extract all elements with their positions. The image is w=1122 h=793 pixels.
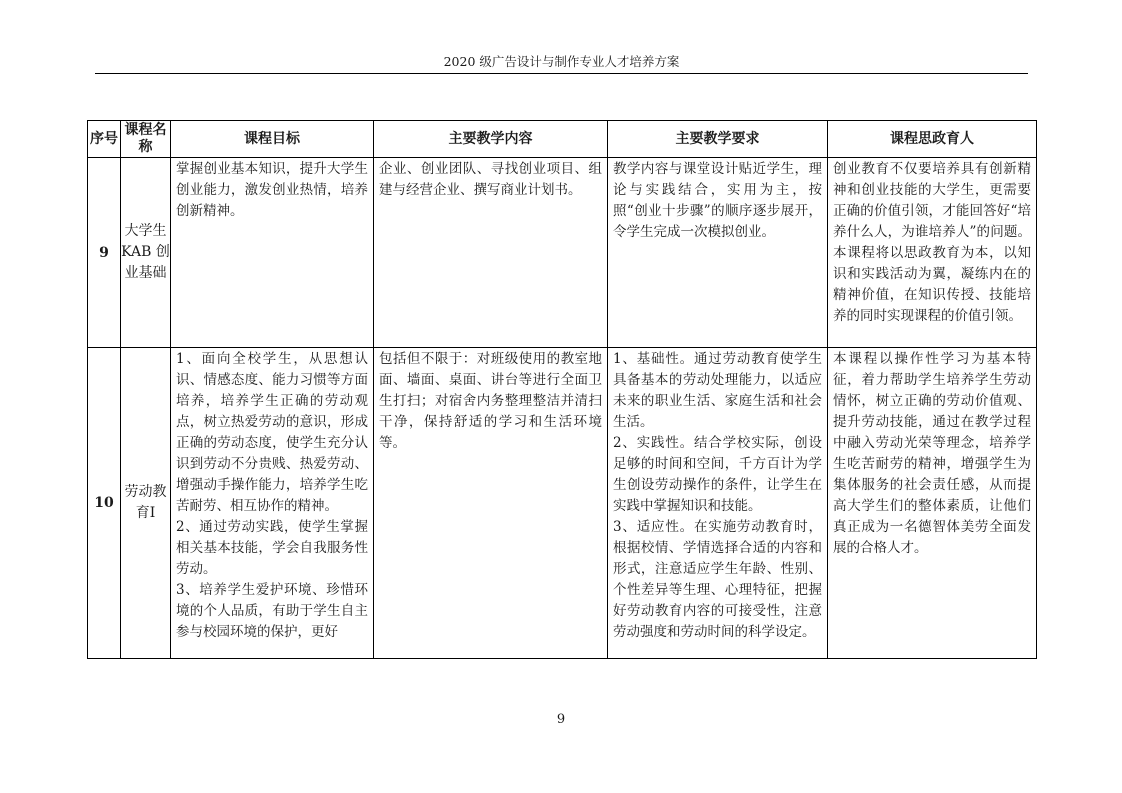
course-requirement-item: 1、基础性。通过劳动教育使学生具备基本的劳动处理能力，以适应未来的职业生活、家庭生活和社会生活。 — [613, 351, 822, 430]
course-content-text: 企业、创业团队、寻找创业项目、组建与经营企业、撰写商业计划书。 — [379, 161, 602, 198]
course-content — [374, 348, 608, 659]
curriculum-table — [87, 120, 1037, 659]
header-requirement: 主要教学要求 — [608, 121, 828, 158]
header-ideology: 课程思政育人 — [828, 121, 1037, 158]
course-ideology — [828, 158, 1037, 348]
document-header: 2020 级广告设计与制作专业人才培养方案 — [443, 54, 680, 69]
header-goal: 课程目标 — [171, 121, 374, 158]
course-requirement — [608, 348, 828, 659]
course-requirement-text: 教学内容与课堂设计贴近学生，理论与实践结合，实用为主，按照“创业十步骤”的顺序逐步展开，令学生完成一次模拟创业。 — [613, 161, 822, 240]
course-goal-item: 3、培养学生爱护环境、珍惜环境的个人品质，有助于学生自主参与校园环境的保护，更好 — [176, 582, 368, 640]
course-name: 劳动教育Ⅰ — [121, 348, 171, 659]
course-content-text: 包括但不限于：对班级使用的教室地面、墙面、桌面、讲台等进行全面卫生打扫；对宿舍内务整理整洁并清扫干净，保持舒适的学习和生活环境等。 — [379, 351, 602, 451]
course-ideology-text: 创业教育不仅要培养具有创新精神和创业技能的大学生，更需要正确的价值引领，才能回答好“培养什么人，为谁培养人”的问题。本课程将以思政教育为本，以知识和实践活动为翼，凝练内在的精神价值，在知识传授、技能培养的同时实现课程的价值引领。 — [833, 161, 1031, 324]
header-content: 主要教学内容 — [374, 121, 608, 158]
course-goal — [171, 158, 374, 348]
course-goal — [171, 348, 374, 659]
course-requirement-item: 2、实践性。结合学校实际，创设足够的时间和空间，千方百计为学生创设劳动操作的条件，让学生在实践中掌握知识和技能。 — [613, 435, 822, 514]
course-requirement — [608, 158, 828, 348]
row-number: 9 — [88, 158, 121, 348]
header-rule — [95, 73, 1028, 74]
row-number: 10 — [88, 348, 121, 659]
header-num: 序号 — [88, 121, 121, 158]
table-row — [88, 158, 1037, 348]
course-name: 大学生 KAB 创业基础 — [121, 158, 171, 348]
table-row — [88, 348, 1037, 659]
course-ideology — [828, 348, 1037, 659]
table-header-row — [88, 121, 1037, 158]
page-number: 9 — [556, 712, 566, 727]
course-goal-item: 1、面向全校学生，从思想认识、情感态度、能力习惯等方面培养，培养学生正确的劳动观点，树立热爱劳动的意识，形成正确的劳动态度，使学生充分认识到劳动不分贵贱、热爱劳动、增强动手操作能力，培养学生吃苦耐劳、相互协作的精神。 — [176, 351, 368, 514]
course-requirement-item: 3、适应性。在实施劳动教育时，根据校情、学情选择合适的内容和形式，注意适应学生年龄、性别、个性差异等生理、心理特征，把握好劳动教育内容的可接受性，注意劳动强度和劳动时间的科学设定。 — [613, 519, 822, 640]
course-content — [374, 158, 608, 348]
course-goal-text: 掌握创业基本知识，提升大学生创业能力，激发创业热情，培养创新精神。 — [176, 161, 368, 219]
course-ideology-text: 本课程以操作性学习为基本特征，着力帮助学生培养学生劳动情怀，树立正确的劳动价值观、提升劳动技能，通过在教学过程中融入劳动光荣等理念，培养学生吃苦耐劳的精神，增强学生为集体服务的社会责任感，从而提高大学生们的整体素质，让他们真正成为一名德智体美劳全面发展的合格人才。 — [833, 351, 1031, 556]
header-name: 课程名称 — [121, 121, 171, 158]
course-goal-item: 2、通过劳动实践，使学生掌握相关基本技能，学会自我服务性劳动。 — [176, 519, 368, 577]
